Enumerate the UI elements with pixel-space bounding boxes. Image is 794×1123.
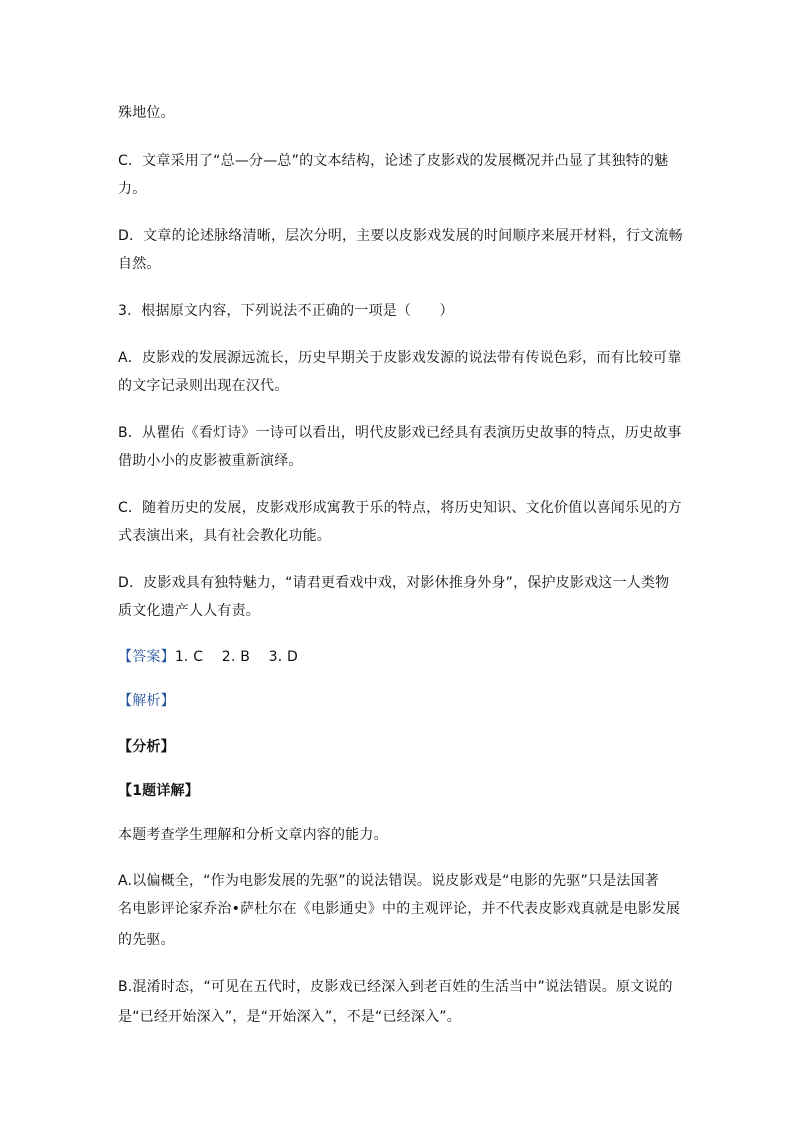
q3-option-c-line-2: 式表演出来，具有社会教化功能。 [118, 528, 331, 544]
q3-option-a-line-1: A．皮影戏的发展源远流长，历史早期关于皮影戏发源的说法带有传说色彩，而有比较可靠 [118, 350, 682, 366]
body-line: 本题考查学生理解和分析文章内容的能力。 [118, 827, 388, 843]
q3-option-a-line-2: 的文字记录则出现在汉代。 [118, 378, 289, 394]
q1-detail-label: 【1题详解】 [118, 783, 199, 799]
q3-option-c-line-1: C．随着历史的发展，皮影戏形成寓教于乐的特点，将历史知识、文化价值以喜闻乐见的方 [118, 500, 682, 516]
answer-line [118, 648, 298, 666]
answer-label: 【答案】 [118, 649, 175, 665]
option-d-line-1: D．文章的论述脉络清晰，层次分明，主要以皮影戏发展的时间顺序来展开材料，行文流畅 [118, 228, 683, 244]
text-line: 殊地位。 [118, 105, 175, 121]
q3-option-b-line-1: B．从瞿佑《看灯诗》一诗可以看出，明代皮影戏已经具有表演历史故事的特点，历史故事 [118, 425, 682, 441]
body-line: A.以偏概全，“作为电影发展的先驱”的说法错误。说皮影戏是“电影的先驱”只是法国著 [118, 873, 659, 889]
option-c-line-1: C．文章采用了“总—分—总”的文本结构，论述了皮影戏的发展概况并凸显了其独特的魅 [118, 153, 669, 169]
analysis-label: 【解析】 [118, 693, 175, 709]
body-line: 名电影评论家乔治•萨杜尔在《电影通史》中的主观评论，并不代表皮影戏真就是电影发展 [118, 901, 681, 917]
answer-values: 1. C 2. B 3. D [174, 649, 298, 665]
question-3-stem: 3．根据原文内容，下列说法不正确的一项是（ ） [118, 303, 454, 319]
body-line: B.混淆时态，“可见在五代时，皮影戏已经深入到老百姓的生活当中”说法错误。原文说的 [118, 979, 673, 995]
body-line: 的先驱。 [118, 932, 175, 948]
option-d-line-2: 自然。 [118, 256, 161, 272]
fenxi-label: 【分析】 [118, 739, 175, 755]
q3-option-d-line-1: D．皮影戏具有独特魅力，“请君更看戏中戏，对影休推身外身”，保护皮影戏这一人类物 [118, 575, 670, 591]
body-line: 是“已经开始深入”，是“开始深入”，不是“已经深入”。 [118, 1009, 461, 1025]
q3-option-b-line-2: 借助小小的皮影被重新演绎。 [118, 453, 303, 469]
q3-option-d-line-2: 质文化遗产人人有责。 [118, 603, 260, 619]
option-c-line-2: 力。 [118, 181, 147, 197]
